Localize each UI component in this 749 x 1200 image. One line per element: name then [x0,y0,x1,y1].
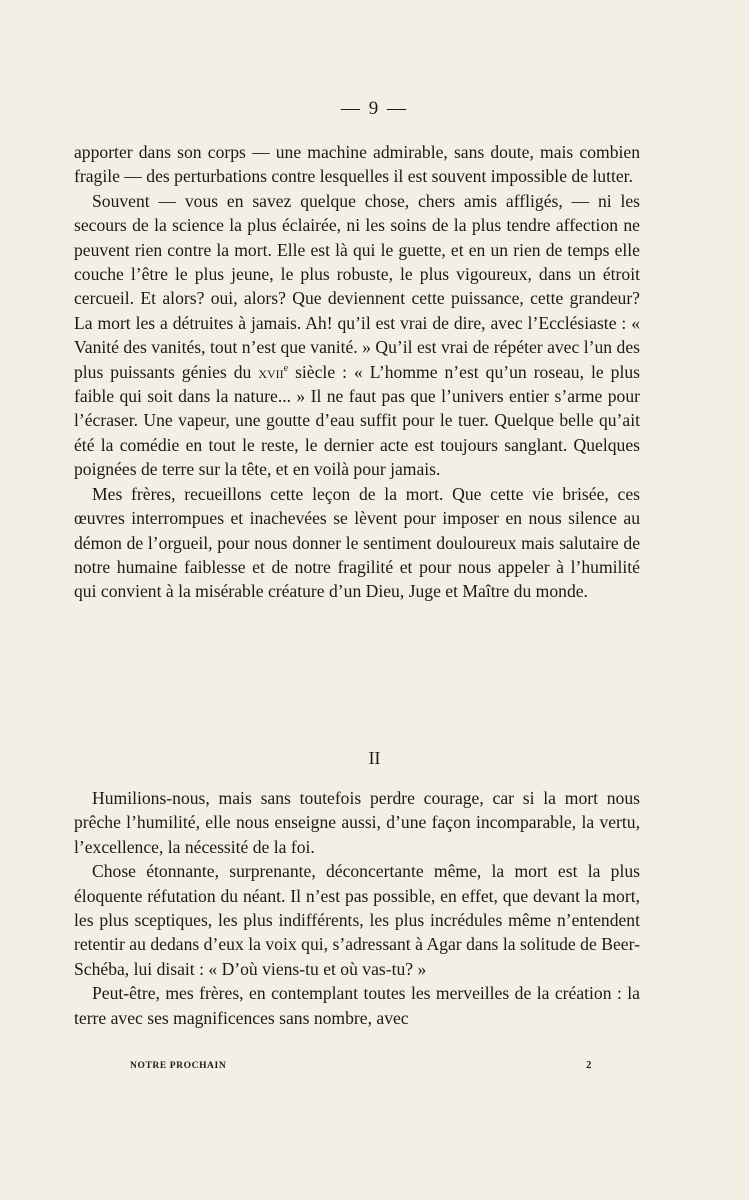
paragraph-creation: Peut-être, mes frères, en contemplant toutes les merveilles de la création : la terre avec ses magnificences sans nombre, avec [74,983,640,1028]
paragraph-faith: Chose étonnante, surprenante, déconcertante même, la mort est la plus éloquente réfutation du néant. Il n’est pas possible, en effet, que devant la mort, les plus sceptiques, les plus indifférents, les plus incrédules même n’entendent retentir au dedans d’eux la voix qui, s’adressant à Agar dans la solitude de Beer-Schéba, lui disait : « D’où viens-tu et où vas-tu? » [74,861,640,979]
century-superscript: e [283,362,289,374]
paragraph-lesson: Mes frères, recueillons cette leçon de la mort. Que cette vie brisée, ces œuvres interrompues et inachevées se lèvent pour imposer en nous silence au démon de l’orgueil, pour nous donner le sentiment douloureux mais salutaire de notre humaine faiblesse et de notre fragilité et pour nous appeler à l’humilité qui convient à la misérable créature d’un Dieu, Juge et Maître du monde. [74,483,640,602]
section-text [74,786,640,1030]
page-footer [130,1061,592,1071]
century-numeral: xvii [258,361,284,382]
running-title: NOTRE PROCHAIN [130,1061,227,1071]
body-text [74,140,640,604]
page-number: — 9 — [341,98,408,119]
paragraph-continuation: apporter dans son corps — une machine admirable, sans doute, mais combien fragile — des perturbations contre lesquelles il est souvent impossible de lutter. [74,142,640,187]
paragraph-death [74,189,640,482]
section-heading: II [368,748,381,768]
signature-mark: 2 [586,1060,592,1071]
paragraph-humility: Humilions-nous, mais sans toutefois perdre courage, car si la mort nous prêche l’humilité, elle nous enseigne aussi, d’une façon incomparable, la vertu, l’excellence, la nécessité de la foi. [74,788,640,857]
paragraph-death-text: Souvent — vous en savez quelque chose, chers amis affligés, — ni les secours de la science la plus éclairée, ni les soins de la plus tendre affection ne peuvent rien contre la mort. Elle est là qui le guette, et en un rien de temps elle couche l’être le plus jeune, le plus robuste, le plus vigoureux, dans un étroit cercueil. Et alors? oui, alors? Que deviennent cette puissance, cette grandeur? La mort les a détruites à jamais. Ah! qu’il est vrai de dire, avec l’Ecclésiaste : « Vanité des vanités, tout n’est que vanité. » Qu’il est vrai de répéter avec l’un des plus puissants génies du [74,190,640,382]
paragraph-death-text-rest: siècle : « L’homme n’est qu’un roseau, le plus faible qui soit dans la nature... » Il ne faut pas que l’univers entier s’arme pour l’écraser. Une vapeur, une goutte d’eau suffit pour le tuer. Quelque belle qu’ait été la comédie en tout le reste, le dernier acte est toujours sanglant. Quelques poignées de terre sur la tête, et en voilà pour jamais. [74,361,640,480]
